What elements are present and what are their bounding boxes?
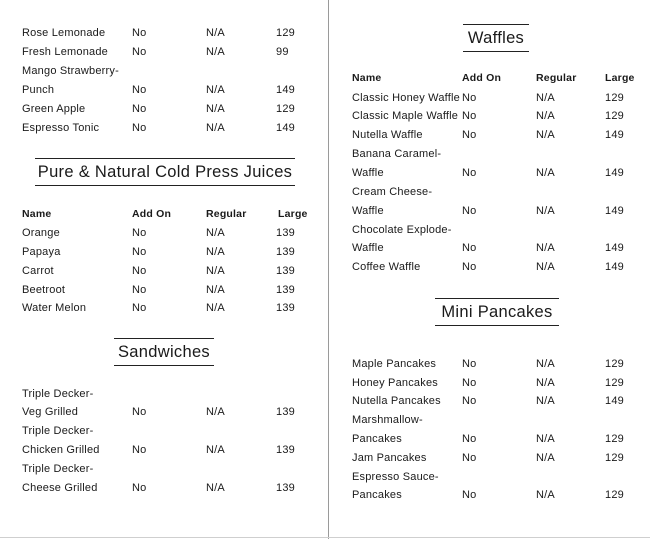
item-add-on: No (132, 444, 147, 456)
item-large: 139 (276, 482, 295, 494)
item-name-line1: Mango Strawberry- (22, 65, 119, 77)
item-name: Veg Grilled (22, 406, 79, 418)
item-name: Waffle (352, 167, 384, 179)
item-name: Water Melon (22, 302, 87, 314)
item-name: Carrot (22, 265, 54, 277)
item-regular: N/A (536, 489, 555, 501)
item-name: Papaya (22, 246, 61, 258)
item-large: 139 (276, 444, 295, 456)
header-name: Name (352, 72, 382, 84)
item-large: 149 (276, 84, 295, 96)
section-title-pancakes: Mini Pancakes (435, 298, 559, 326)
item-add-on: No (132, 227, 147, 239)
item-name-line1: Espresso Sauce- (352, 471, 439, 483)
item-large: 129 (605, 92, 624, 104)
item-name: Green Apple (22, 103, 86, 115)
item-add-on: No (462, 92, 477, 104)
page-bottom-border (0, 537, 650, 538)
header-name: Name (22, 208, 52, 220)
item-name: Jam Pancakes (352, 452, 427, 464)
item-regular: N/A (206, 46, 225, 58)
item-name: Coffee Waffle (352, 261, 421, 273)
item-regular: N/A (536, 433, 555, 445)
item-name: Maple Pancakes (352, 358, 437, 370)
item-regular: N/A (536, 377, 555, 389)
item-regular: N/A (206, 265, 225, 277)
item-name-line1: Cream Cheese- (352, 186, 433, 198)
item-name: Chicken Grilled (22, 444, 100, 456)
item-large: 129 (276, 27, 295, 39)
item-large: 149 (605, 261, 624, 273)
item-name: Nutella Pancakes (352, 395, 441, 407)
item-regular: N/A (536, 92, 555, 104)
item-add-on: No (132, 302, 147, 314)
header-large: Large (278, 208, 308, 220)
item-regular: N/A (206, 27, 225, 39)
item-name: Waffle (352, 205, 384, 217)
item-regular: N/A (536, 110, 555, 122)
item-name: Waffle (352, 242, 384, 254)
item-add-on: No (132, 103, 147, 115)
item-name: Beetroot (22, 284, 66, 296)
item-name: Cheese Grilled (22, 482, 98, 494)
item-large: 99 (276, 46, 289, 58)
item-large: 139 (276, 246, 295, 258)
item-large: 139 (276, 265, 295, 277)
item-regular: N/A (206, 302, 225, 314)
item-name: Punch (22, 84, 55, 96)
item-large: 129 (605, 377, 624, 389)
item-large: 149 (605, 205, 624, 217)
item-regular: N/A (206, 227, 225, 239)
item-regular: N/A (536, 242, 555, 254)
item-name-line1: Marshmallow- (352, 414, 423, 426)
item-add-on: No (132, 482, 147, 494)
item-name: Classic Honey Waffle (352, 92, 460, 104)
item-regular: N/A (206, 284, 225, 296)
item-name: Rose Lemonade (22, 27, 106, 39)
item-large: 149 (605, 242, 624, 254)
item-regular: N/A (536, 261, 555, 273)
item-add-on: No (132, 246, 147, 258)
item-add-on: No (462, 377, 477, 389)
item-regular: N/A (536, 205, 555, 217)
header-large: Large (605, 72, 635, 84)
item-large: 139 (276, 302, 295, 314)
item-large: 139 (276, 406, 295, 418)
item-add-on: No (132, 27, 147, 39)
item-add-on: No (132, 46, 147, 58)
header-regular: Regular (536, 72, 577, 84)
item-large: 129 (605, 489, 624, 501)
item-large: 129 (605, 110, 624, 122)
item-add-on: No (462, 129, 477, 141)
item-regular: N/A (536, 395, 555, 407)
item-add-on: No (462, 205, 477, 217)
item-name: Fresh Lemonade (22, 46, 108, 58)
item-large: 139 (276, 227, 295, 239)
item-regular: N/A (206, 103, 225, 115)
item-regular: N/A (206, 84, 225, 96)
item-regular: N/A (206, 406, 225, 418)
item-name: Pancakes (352, 489, 402, 501)
item-regular: N/A (206, 444, 225, 456)
item-name-line1: Banana Caramel- (352, 148, 442, 160)
item-large: 149 (605, 395, 624, 407)
header-add-on: Add On (462, 72, 502, 84)
item-large: 129 (605, 358, 624, 370)
header-regular: Regular (206, 208, 247, 220)
column-divider (328, 0, 329, 539)
item-name-line1: Triple Decker- (22, 463, 94, 475)
item-add-on: No (462, 433, 477, 445)
item-regular: N/A (206, 246, 225, 258)
item-add-on: No (462, 489, 477, 501)
item-large: 129 (605, 433, 624, 445)
item-name: Pancakes (352, 433, 402, 445)
item-large: 139 (276, 284, 295, 296)
item-add-on: No (132, 122, 147, 134)
item-large: 149 (276, 122, 295, 134)
item-regular: N/A (536, 167, 555, 179)
item-regular: N/A (206, 482, 225, 494)
header-add-on: Add On (132, 208, 172, 220)
item-regular: N/A (536, 358, 555, 370)
item-large: 149 (605, 129, 624, 141)
item-add-on: No (462, 261, 477, 273)
item-name-line1: Triple Decker- (22, 425, 94, 437)
item-name: Orange (22, 227, 60, 239)
item-add-on: No (132, 84, 147, 96)
item-large: 129 (605, 452, 624, 464)
item-add-on: No (462, 242, 477, 254)
item-name: Classic Maple Waffle (352, 110, 459, 122)
item-name: Nutella Waffle (352, 129, 423, 141)
item-name-line1: Chocolate Explode- (352, 224, 452, 236)
item-regular: N/A (206, 122, 225, 134)
item-add-on: No (132, 284, 147, 296)
item-add-on: No (132, 265, 147, 277)
item-regular: N/A (536, 452, 555, 464)
item-large: 129 (276, 103, 295, 115)
section-title-sandwiches: Sandwiches (114, 338, 214, 366)
item-regular: N/A (536, 129, 555, 141)
section-title-juices: Pure & Natural Cold Press Juices (35, 158, 295, 186)
item-add-on: No (462, 395, 477, 407)
item-name: Espresso Tonic (22, 122, 100, 134)
item-add-on: No (462, 358, 477, 370)
item-large: 149 (605, 167, 624, 179)
section-title-waffles: Waffles (463, 24, 529, 52)
item-add-on: No (462, 452, 477, 464)
item-name-line1: Triple Decker- (22, 388, 94, 400)
item-name: Honey Pancakes (352, 377, 438, 389)
item-add-on: No (462, 167, 477, 179)
item-add-on: No (132, 406, 147, 418)
item-add-on: No (462, 110, 477, 122)
